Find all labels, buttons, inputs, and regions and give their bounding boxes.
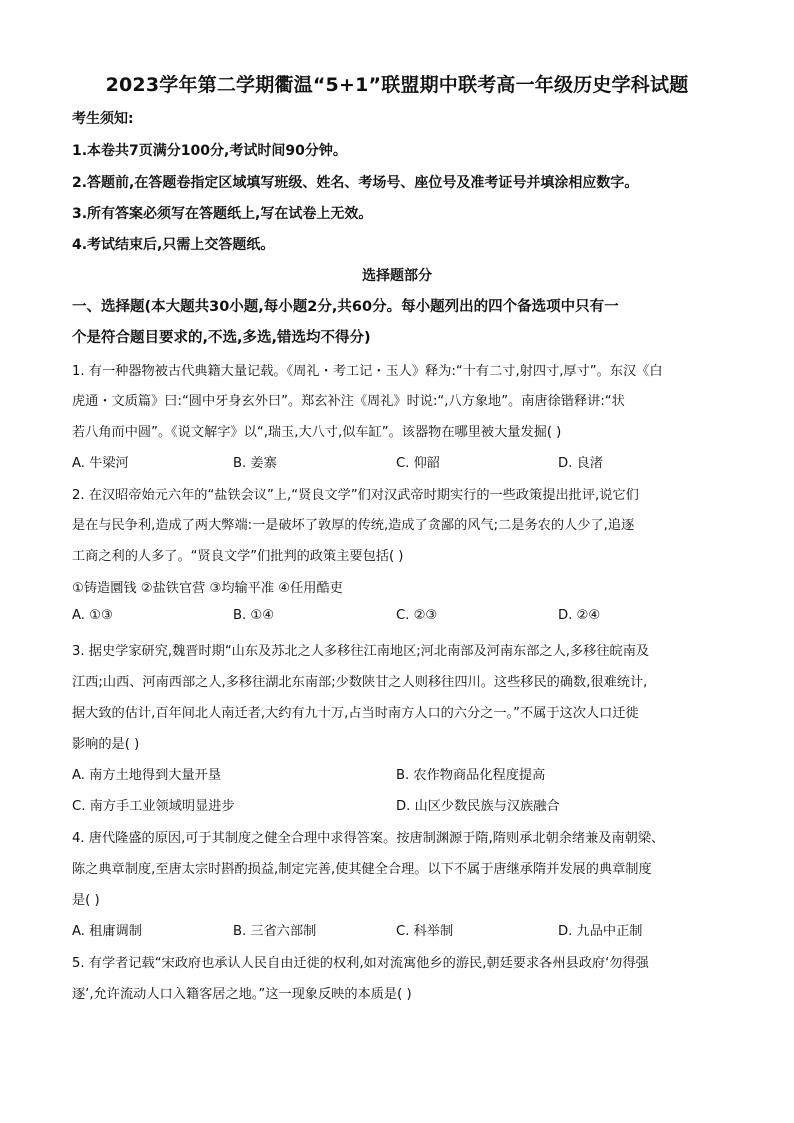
notice-item: 4.考试结束后,只需上交答题纸。 [72, 237, 275, 253]
notice-item: 3.所有答案必须写在答题纸上,写在试卷上无效。 [72, 206, 373, 222]
notice-item: 1.本卷共7页满分100分,考试时间90分钟。 [72, 143, 347, 159]
question-3-option-d[interactable]: D. 山区少数民族与汉族融合 [396, 799, 560, 814]
question-2-text: 2. 在汉昭帝始元六年的“盐铁会议”上,“贤良文学”们对汉武帝时期实行的一些政策提出批评,说它们 [72, 488, 639, 503]
question-1-option-d[interactable]: D. 良渚 [558, 456, 603, 471]
question-1-text: 虎通・文质篇》曰:“圆中牙身玄外曰”。郑玄补注《周礼》时说:“,八方象地”。南唐徐锴释讲:“状 [72, 394, 625, 409]
question-3-text: 江西;山西、河南西部之人,多移往湖北东南部;少数陕甘之人则移往四川。这些移民的确数,很难统计, [72, 675, 648, 690]
question-1-option-a[interactable]: A. 牛梁河 [72, 456, 129, 471]
question-4-option-d[interactable]: D. 九品中正制 [558, 924, 643, 939]
question-5-text: 5. 有学者记载“宋政府也承认人民自由迁徙的权利,如对流寓他乡的游民,朝廷要求各州县政府‘勿得强 [72, 956, 649, 971]
question-4-text: 是( ) [72, 893, 100, 908]
question-3-option-b[interactable]: B. 农作物商品化程度提高 [396, 768, 546, 783]
question-3-option-a[interactable]: A. 南方土地得到大量开垦 [72, 768, 222, 783]
question-2-items: ①铸造圜钱 ②盐铁官营 ③均输平准 ④任用酷吏 [72, 581, 343, 596]
question-4-option-a[interactable]: A. 租庸调制 [72, 924, 142, 939]
notice-item: 2.答题前,在答题卷指定区域填写班级、姓名、考场号、座位号及准考证号并填涂相应数字。 [72, 175, 639, 191]
part-one-heading-cont: 个是符合题目要求的,不选,多选,错选均不得分) [72, 330, 371, 346]
question-2-option-a[interactable]: A. ①③ [72, 608, 113, 623]
question-2-option-c[interactable]: C. ②③ [396, 608, 438, 623]
question-2-option-b[interactable]: B. ①④ [233, 608, 275, 623]
question-1-text: 若八角而中圆”。《说文解字》以“,瑞玉,大八寸,似车缸”。该器物在哪里被大量发掘( ) [72, 425, 562, 440]
question-4-text: 4. 唐代隆盛的原因,可于其制度之健全合理中求得答案。按唐制渊源于隋,隋则承北朝余绪兼及南朝梁、 [72, 831, 665, 846]
question-4-text: 陈之典章制度,至唐太宗时斟酌损益,制定完善,使其健全合理。以下不属于唐继承隋并发展的典章制度 [72, 862, 652, 877]
question-2-text: 是在与民争利,造成了两大弊端:一是破坏了敦厚的传统,造成了贪鄙的风气;二是务农的人少了,追逐 [72, 518, 635, 533]
question-3-text: 3. 据史学家研究,魏晋时期“山东及苏北之人多移往江南地区;河北南部及河南东部之人,多移往皖南及 [72, 644, 650, 659]
part-one-heading: 一、选择题(本大题共30小题,每小题2分,共60分。每小题列出的四个备选项中只有一 [72, 299, 619, 315]
question-3-text: 据大致的估计,百年间北人南迁者,大约有九十万,占当时南方人口的六分之一。”不属于这次人口迁徙 [72, 706, 639, 721]
question-2-option-d[interactable]: D. ②④ [558, 608, 601, 623]
exam-title: 2023学年第二学期衢温“5+1”联盟期中联考高一年级历史学科试题 [105, 74, 689, 96]
notice-heading: 考生须知: [72, 111, 134, 127]
question-4-option-b[interactable]: B. 三省六部制 [233, 924, 317, 939]
question-1-text: 1. 有一种器物被古代典籍大量记载。《周礼・考工记・玉人》释为:“十有二寸,射四寸,厚寸”。东汉《白 [72, 364, 663, 379]
question-5-text: 逐’,允许流动人口入籍客居之地。”这一现象反映的本质是( ) [72, 987, 412, 1002]
question-3-text: 影响的是( ) [72, 737, 140, 752]
question-4-option-c[interactable]: C. 科举制 [396, 924, 454, 939]
section-title: 选择题部分 [362, 268, 432, 284]
question-1-option-c[interactable]: C. 仰韶 [396, 456, 440, 471]
question-1-option-b[interactable]: B. 姜寨 [233, 456, 277, 471]
question-2-text: 工商之利的人多了。“贤良文学”们批判的政策主要包括( ) [72, 549, 404, 564]
question-3-option-c[interactable]: C. 南方手工业领域明显进步 [72, 799, 235, 814]
